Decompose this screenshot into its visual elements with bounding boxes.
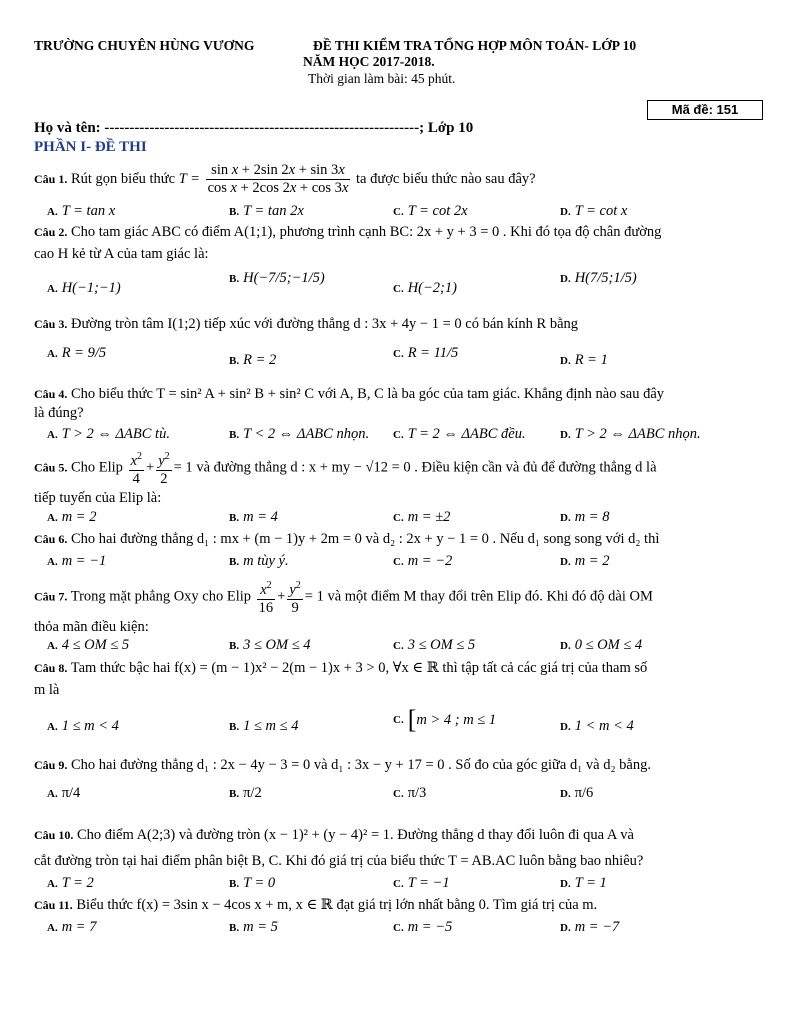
question-8: Câu 8. Tam thức bậc hai f(x) = (m − 1)x² − 2(m − 1)x + 3 > 0, ∀x ∈ ℝ thì tập tất cả các giá trị của tham số	[34, 660, 648, 676]
option-d[interactable]: D. T = 1	[560, 875, 607, 891]
question-5-line2: tiếp tuyến của Elip là:	[34, 490, 162, 506]
option-c[interactable]: C. m = ±2	[393, 509, 451, 525]
option-c[interactable]: C. 3 ≤ OM ≤ 5	[393, 637, 476, 653]
option-d[interactable]: D. m = 2	[560, 553, 610, 569]
option-a[interactable]: A. m = −1	[47, 553, 107, 569]
option-a[interactable]: A. T = tan x	[47, 203, 116, 219]
option-b[interactable]: B. m = 4	[229, 509, 278, 525]
option-b[interactable]: B. m = 5	[229, 919, 278, 935]
question-2-line2: cao H kẻ từ A của tam giác là:	[34, 246, 209, 262]
option-b[interactable]: B. H(−7/5;−1/5)	[229, 270, 325, 286]
question-tail: ta được biểu thức nào sau đây?	[356, 170, 536, 187]
option-c[interactable]: C. m = −5	[393, 919, 453, 935]
formula-fraction: $\frac{\text{sin x + 2sin 2x + sin 3x}}{\text{cos x + 2cos 2x + cos 3x}}$	[207, 162, 349, 196]
option-b[interactable]: B. T = tan 2x	[229, 203, 304, 219]
exam-code-box: Mã đề: 151	[647, 100, 763, 120]
exam-time: Thời gian làm bài: 45 phút.	[308, 71, 456, 86]
school-name: TRƯỜNG CHUYÊN HÙNG VƯƠNG	[34, 38, 255, 53]
question-9: Câu 9. Cho hai đường thẳng d₁ : 2x − 4y − 3 = 0 và d₁ : 3x − y + 17 = 0 . Số đo của góc giữa d₁ và d₂ bằng.	[34, 757, 651, 773]
option-b[interactable]: B. T = 0	[229, 875, 276, 891]
exam-title: ĐỀ THI KIỂM TRA TỔNG HỢP MÔN TOÁN- LỚP 10	[313, 38, 637, 53]
question-8-line2: m là	[34, 682, 60, 698]
option-c[interactable]: C. R = 11/5	[393, 345, 459, 361]
question-7-line2: thỏa mãn điều kiện:	[34, 619, 149, 635]
option-d[interactable]: D. m = 8	[560, 509, 610, 525]
option-c[interactable]: C. H(−2;1)	[393, 280, 457, 296]
question-11: Câu 11. Biểu thức f(x) = 3sin x − 4cos x + m, x ∈ ℝ đạt giá trị lớn nhất bằng 0. Tìm giá trị của m.	[34, 897, 598, 913]
question-text: Rút gọn biểu thức	[70, 170, 176, 187]
option-b[interactable]: B. T < 2 ⇔ ΔABC nhọn.	[229, 426, 370, 442]
option-a[interactable]: A. π/4	[47, 785, 81, 801]
question-6: Câu 6. Cho hai đường thẳng d₁ : mx + (m − 1)y + 2m = 0 và d₂ : 2x + y − 1 = 0 . Nếu d₁ song song với d₂ thì	[34, 531, 660, 547]
question-1: Câu 1. Rút gọn biểu thức T = $\frac{\text{sin x + 2sin 2x + sin 3x}}{\text{cos x + 2cos 2x + cos 3x}}$ ta được biểu thức nào sau đây?	[34, 162, 536, 196]
question-2: Câu 2. Cho tam giác ABC có điểm A(1;1), phương trình cạnh BC: 2x + y + 3 = 0 . Khi đó tọa độ chân đường	[34, 224, 662, 240]
question-number: Câu 1.	[34, 171, 68, 186]
option-d[interactable]: D. T = cot x	[560, 203, 628, 219]
option-c[interactable]: C. T = cot 2x	[393, 203, 468, 219]
section-title: PHẦN I- ĐỀ THI	[34, 139, 147, 155]
option-d[interactable]: D. 1 < m < 4	[560, 718, 634, 734]
option-b[interactable]: B. m tùy ý.	[229, 553, 289, 569]
option-c[interactable]: C. T = −1	[393, 875, 450, 891]
option-a[interactable]: A. m = 2	[47, 509, 97, 525]
question-7: Câu 7. Trong mặt phẳng Oxy cho Elip $\frac{x^2}{16}$ + $\frac{y^2}{9}$ = 1 và một điểm M thay đổi trên Elip đó. Khi đó độ dài OM	[34, 577, 653, 617]
option-c[interactable]: C. [m > 4 ; m ≤ 1	[393, 705, 497, 734]
option-d[interactable]: D. m = −7	[560, 919, 620, 935]
option-a[interactable]: A. 4 ≤ OM ≤ 5	[47, 637, 130, 653]
option-b[interactable]: B. 1 ≤ m ≤ 4	[229, 718, 299, 734]
option-a[interactable]: A. R = 9/5	[47, 345, 107, 361]
option-d[interactable]: D. 0 ≤ OM ≤ 4	[560, 637, 643, 653]
student-name-line: Họ và tên: ---------------------------------------------------------------; Lớp 10	[34, 120, 474, 136]
option-d[interactable]: D. T > 2 ⇔ ΔABC nhọn.	[560, 426, 701, 442]
question-10-line2: cắt đường tròn tại hai điểm phân biệt B, C. Khi đó giá trị của biểu thức T = AB.AC luôn bằng bao nhiêu?	[34, 853, 644, 869]
option-a[interactable]: A. T = 2	[47, 875, 94, 891]
option-d[interactable]: D. H(7/5;1/5)	[560, 270, 637, 286]
option-d[interactable]: D. R = 1	[560, 352, 608, 368]
option-b[interactable]: B. R = 2	[229, 352, 277, 368]
question-4: Câu 4. Cho biểu thức T = sin² A + sin² B + sin² C với A, B, C là ba góc của tam giác. Khẳng định nào sau đây	[34, 386, 665, 402]
question-4-line2: là đúng?	[34, 405, 84, 421]
option-a[interactable]: A. H(−1;−1)	[47, 280, 121, 296]
option-b[interactable]: B. π/2	[229, 785, 262, 801]
option-d[interactable]: D. π/6	[560, 785, 594, 801]
option-a[interactable]: A. m = 7	[47, 919, 97, 935]
option-c[interactable]: C. m = −2	[393, 553, 453, 569]
option-a[interactable]: A. T > 2 ⇔ ΔABC tù.	[47, 426, 170, 442]
option-a[interactable]: A. 1 ≤ m < 4	[47, 718, 119, 734]
question-10: Câu 10. Cho điểm A(2;3) và đường tròn (x − 1)² + (y − 4)² = 1. Đường thẳng d thay đổi luôn đi qua A và	[34, 827, 634, 843]
option-c[interactable]: C. π/3	[393, 785, 427, 801]
option-c[interactable]: C. T = 2 ⇔ ΔABC đều.	[393, 426, 526, 442]
question-5: Câu 5. Cho Elip $\frac{x^2}{4}$ + $\frac{y^2}{2}$ = 1 và đường thẳng d : x + my − √12 = 0 . Điều kiện cần và đủ để đường thẳng d là	[34, 448, 657, 488]
option-b[interactable]: B. 3 ≤ OM ≤ 4	[229, 637, 311, 653]
question-3: Câu 3. Đường tròn tâm I(1;2) tiếp xúc với đường thẳng d : 3x + 4y − 1 = 0 có bán kính R bằng	[34, 316, 579, 332]
exam-year: NĂM HỌC 2017-2018.	[303, 54, 435, 69]
